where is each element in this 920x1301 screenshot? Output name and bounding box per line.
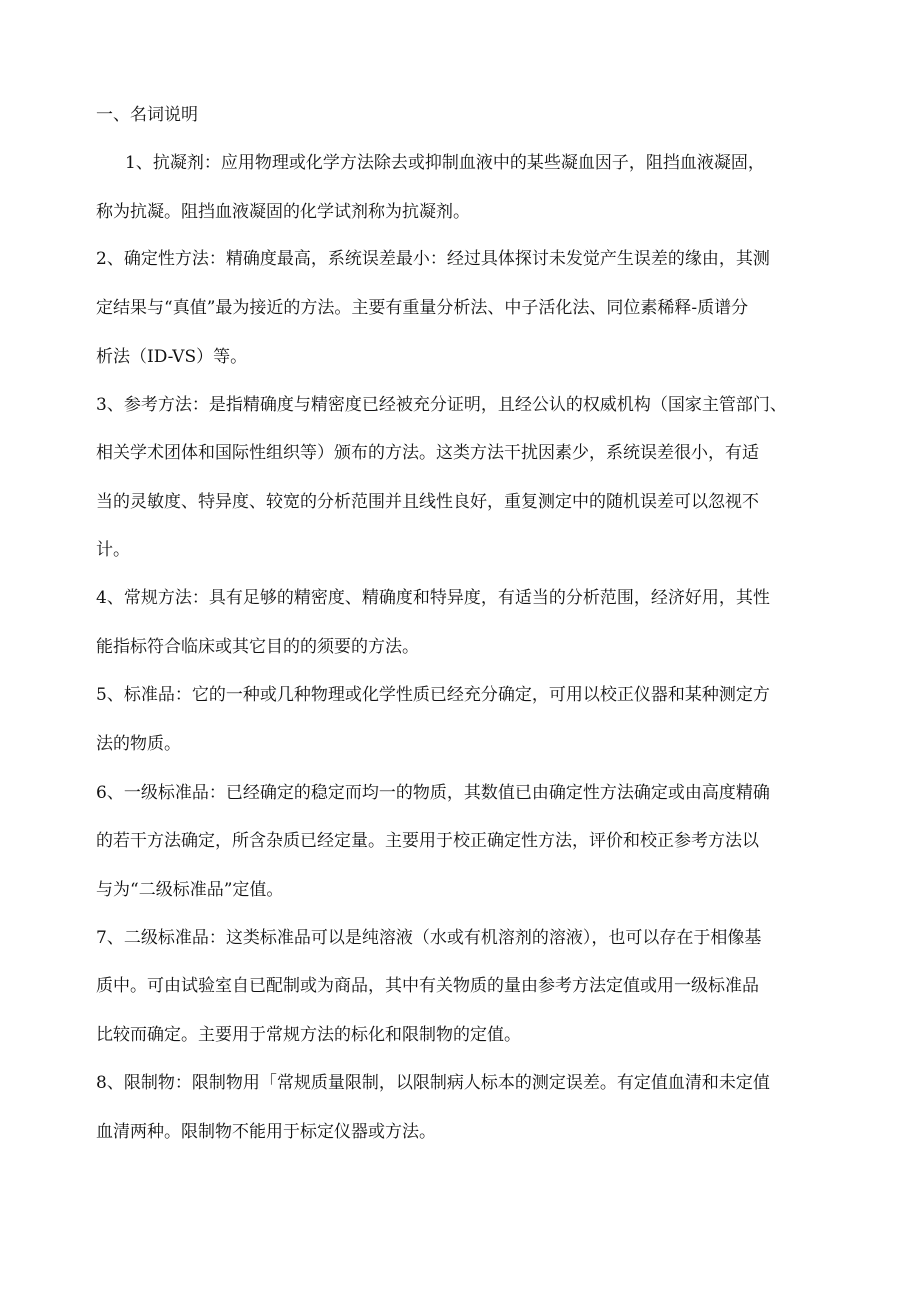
- entry-5-line-2: 法的物质。: [96, 734, 181, 754]
- entry-2-line-1: 2、确定性方法：精确度最高，系统误差最小：经过具体探讨未发觉产生误差的缘由，其测: [96, 249, 770, 269]
- entry-6-line-1: 6、一级标准品：已经确定的稳定而均一的物质，其数值已由确定性方法确定或由高度精确: [96, 783, 770, 803]
- entry-6-line-3: 与为“二级标准品”定值。: [96, 880, 284, 900]
- entry-5-line-1: 5、标准品：它的一种或几种物理或化学性质已经充分确定，可用以校正仪器和某种测定方: [96, 685, 770, 705]
- entry-8-line-1: 8、限制物：限制物用「常规质量限制，以限制病人标本的测定误差。有定值血清和未定值: [96, 1073, 770, 1093]
- entry-6-line-2: 的若干方法确定，所含杂质已经定量。主要用于校正确定性方法，评价和校正参考方法以: [96, 831, 759, 851]
- entry-4-line-2: 能指标符合临床或其它目的的须要的方法。: [96, 637, 419, 657]
- entry-7-line-1: 7、二级标准品：这类标准品可以是纯溶液（水或有机溶剂的溶液），也可以存在于相像基: [96, 928, 762, 948]
- entry-7-line-2: 质中。可由试验室自已配制或为商品，其中有关物质的量由参考方法定值或用一级标准品: [96, 976, 759, 996]
- entry-8-line-2: 血清两种。限制物不能用于标定仪器或方法。: [96, 1122, 436, 1142]
- entry-3-line-3: 当的灵敏度、特异度、较宽的分析范围并且线性良好，重复测定中的随机误差可以忽视不: [96, 492, 759, 512]
- entry-7-line-3: 比较而确定。主要用于常规方法的标化和限制物的定值。: [96, 1025, 521, 1045]
- entry-3-line-4: 计。: [96, 540, 130, 560]
- entry-3-line-1: 3、参考方法：是指精确度与精密度已经被充分证明，且经公认的权威机构（国家主管部门、: [96, 395, 787, 415]
- entry-2-line-3: 析法（ID-VS）等。: [96, 347, 248, 367]
- entry-4-line-1: 4、常规方法：具有足够的精密度、精确度和特异度，有适当的分析范围，经济好用，其性: [96, 588, 770, 608]
- entry-1-line-2: 称为抗凝。阻挡血液凝固的化学试剂称为抗凝剂。: [96, 202, 470, 222]
- entry-1-line-1: 1、抗凝剂：应用物理或化学方法除去或抑制血液中的某些凝血因子，阻挡血液凝固，: [125, 153, 765, 173]
- entry-2-line-2: 定结果与“真值”最为接近的方法。主要有重量分析法、中子活化法、同位素稀释-质谱分: [96, 298, 749, 318]
- entry-3-line-2: 相关学术团体和国际性组织等）颁布的方法。这类方法干扰因素少，系统误差很小，有适: [96, 443, 759, 463]
- section-title: 一、名词说明: [96, 105, 198, 125]
